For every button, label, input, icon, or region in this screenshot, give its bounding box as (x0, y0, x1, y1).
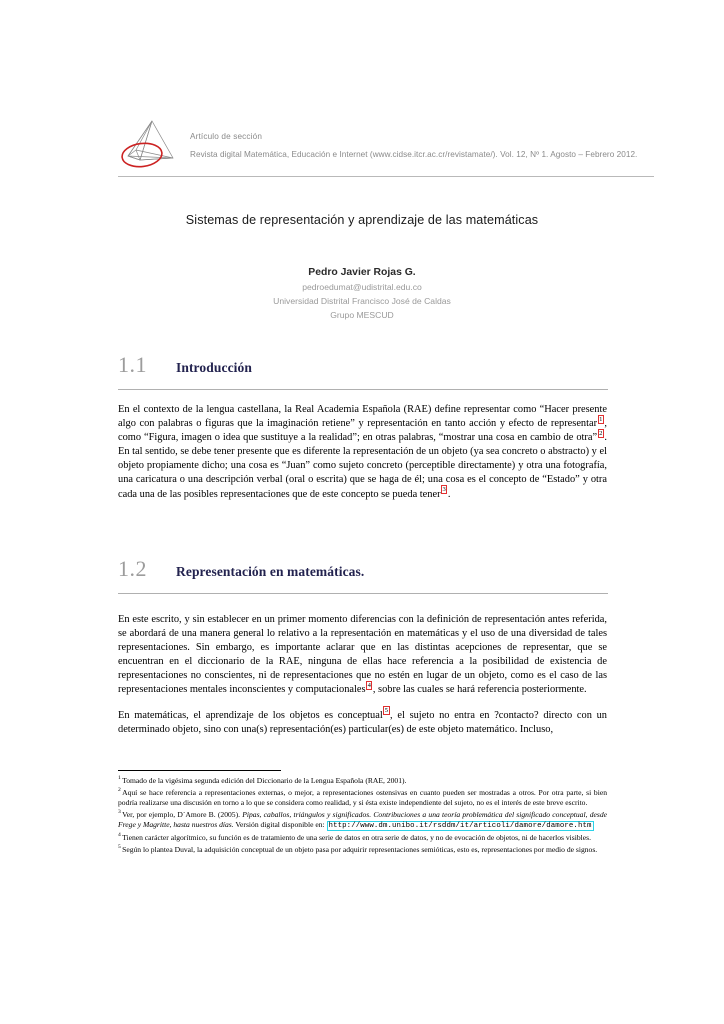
body-paragraph: En el contexto de la lengua castellana, la Real Academia Española (RAE) define representar como “Hacer presente algo con palabras o figuras que la imaginación retiene” y representación en tanto acción y efecto de representar $^1$ , como “Figura, imagen o idea que sustituye a la realidad”; en otras palabras, “mostrar una cosa en cambio de otra” $^2$ . En tal sentido, se debe tener presente que es diferente la representación de un objeto (ya sea concreto o abstracto) y el objeto propiamente dicho; una cosa es “Juan” como sujeto concreto (perceptible directamente) y otra una fotografía, una caricatura o una descripción verbal (oral o escrita) que se haga de él; una cosa es el concepto de “Estado” y otra cada una de las posibles representaciones que de este concepto se pueda tener $^3$ . (118, 404, 607, 500)
footnote-number: 1 (118, 775, 121, 782)
footnote-separator (118, 770, 281, 771)
footnote-item: $^5$Según lo plantea Duval, la adquisición conceptual de un objeto pasa por adquirir representaciones semióticas, esto es, representaciones por medio de signos. (118, 844, 598, 854)
footnote-ref-link[interactable]: 1 (599, 415, 603, 423)
footnote-item: $^3$Ver, por ejemplo, D´Amore B. (2005). Pipas, caballos, triángulos y significados. Contribuciones a una teoría problemática del significado conceptual, desde Frege y Magritte, hasta nuestros días. Versión digital disponible en: http://www.dm.unibo.it/rsddm/it/articoli/damore/damore.htm (118, 809, 607, 831)
footnote-ref-link[interactable]: 5 (384, 707, 389, 715)
section-title: Introducción (176, 360, 252, 375)
section-heading-1-1 (118, 352, 608, 390)
external-url-link[interactable]: http://www.dm.unibo.it/rsddm/it/articoli/damore/damore.htm (328, 822, 592, 831)
section-number: 1.1 (118, 352, 147, 377)
page-header (118, 120, 654, 178)
footnotes-block (118, 776, 607, 856)
body-paragraph: En matemáticas, el aprendizaje de los objetos es conceptual $^5$ , el sujeto no entra en ?contacto? directo con un determinado objeto, sino con una(s) representación(es) particular(es) de este objeto matemático. Incluso, (118, 707, 607, 735)
header-divider (118, 176, 654, 177)
section-heading-1-2 (118, 556, 608, 594)
section-divider (118, 389, 608, 390)
footnote-item: $^4$Tienen carácter algorítmico, su función es de tratamiento de una serie de datos en otra serie de datos, y no de evocación de objetos, ni de hacerlos visibles. (118, 832, 591, 842)
footnote-item: $^2$Aquí se hace referencia a representaciones externas, o mejor, a representaciones ostensivas en cuanto pueden ser mostradas a otros. Por otra parte, si bien podría realizarse una discusión en torno a lo que se considera como realidad, y si ésta existe independiente del sujeto, no es el interés de este breve escrito. (118, 787, 607, 808)
section-body-1-2 (118, 613, 607, 737)
section-divider (118, 593, 608, 594)
footnote-number: 2 (118, 787, 121, 794)
footnote-number: 4 (118, 832, 121, 839)
footnote-ref-link[interactable]: 4 (367, 682, 371, 689)
author-affiliation: Universidad Distrital Francisco José de Caldas (273, 296, 451, 306)
author-block (0, 265, 724, 322)
author-email[interactable]: pedroedumat@udistrital.edu.co (302, 282, 422, 292)
tetrahedron-logo-icon (118, 120, 190, 172)
footnote-ref-link[interactable]: 3 (442, 486, 446, 494)
footnote-number: 5 (118, 844, 121, 851)
section-title: Representación en matemáticas. (176, 564, 365, 579)
header-text-block (190, 130, 654, 162)
section-body-1-1 (118, 403, 607, 502)
page-title: Sistemas de representación y aprendizaje de las matemáticas (185, 213, 539, 227)
footnote-item: $^1$Tomado de la vigésima segunda edición del Diccionario de la Lengua Española (RAE, 2001). (118, 775, 407, 785)
header-journal-info: Revista digital Matemática, Educación e Internet (www.cidse.itcr.ac.cr/revistamate/). Vol. 12, Nº 1. Agosto – Febrero 2012. (190, 150, 638, 159)
section-number: 1.2 (118, 556, 147, 581)
author-name: Pedro Javier Rojas G. (308, 267, 416, 278)
footnote-number: 3 (118, 809, 121, 816)
header-section-label: Artículo de sección (190, 132, 263, 141)
footnote-ref-link[interactable]: 2 (599, 429, 603, 437)
body-paragraph: En este escrito, y sin establecer en un primer momento diferencias con la definición de representación antes referida, se abordará de una manera general lo relativo a la representación en matemáticas y el uso de una diversidad de tales representaciones. Sin embargo, es importante aclarar que en las distintas acepciones de representar, que se encuentran en el diccionario de la RAE, ninguna de ellas hace referencia a la posibilidad de existencia de representaciones no conscientes, ni de representaciones que no estén en lugar de un objeto, como es el caso de las representaciones mentales inconscientes y computacionales $^4$ , sobre las cuales se hará referencia posteriormente. (118, 614, 607, 696)
italic-text: Pipas, caballos, triángulos y significados. Contribuciones a una teoría problemática del significado conceptual, desde Frege y Magritte, hasta nuestros días. (118, 809, 607, 830)
author-group: Grupo MESCUD (330, 310, 394, 320)
